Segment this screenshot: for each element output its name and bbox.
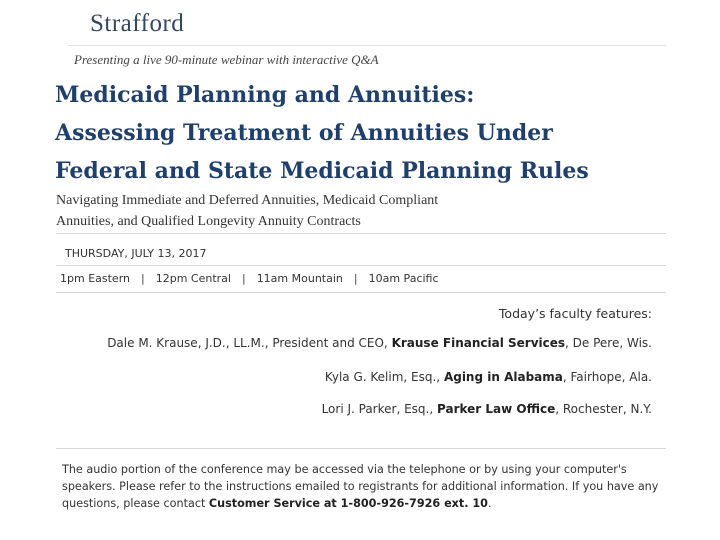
time-central: 12pm Central [155,272,231,285]
time-separator: | [141,272,145,285]
audio-text: The audio portion of the conference may be accessed via the telephone or by using your computer's speakers. Please refer to the instructions emailed to registrants for additional information. If you have any questions, please contact [62,463,659,510]
section-divider [56,265,666,266]
speaker-name: Lori J. Parker, Esq., [321,402,434,416]
time-eastern: 1pm Eastern [60,272,130,285]
speaker-name: Dale M. Krause, J.D., LL.M., President and CEO, [107,336,388,350]
subtitle-line: Navigating Immediate and Deferred Annuities, Medicaid Compliant [56,193,439,208]
speaker-firm: Krause Financial Services [391,336,566,350]
speaker-location: , De Pere, Wis. [565,336,652,350]
title-line: Medicaid Planning and Annuities: [55,82,475,108]
title-line: Assessing Treatment of Annuities Under [55,120,553,146]
customer-service-contact: Customer Service at 1-800-926-7926 ext. 10 [208,497,488,510]
speaker-krause [107,336,652,350]
webinar-title [55,76,695,190]
speaker-kelim [325,370,652,384]
audio-instructions [62,461,662,512]
strafford-logo: Strafford [90,10,185,37]
time-mountain: 11am Mountain [256,272,343,285]
event-date: THURSDAY, JULY 13, 2017 [65,247,207,260]
header-divider [68,45,666,46]
time-pacific: 10am Pacific [368,272,439,285]
title-line: Federal and State Medicaid Planning Rules [55,158,589,184]
section-divider [56,292,666,293]
event-times [60,272,439,285]
speaker-parker [322,402,652,416]
tagline: Presenting a live 90-minute webinar with interactive Q&A [74,52,379,67]
time-separator: | [353,272,358,285]
webinar-subtitle [56,190,676,232]
speaker-location: , Rochester, N.Y. [555,402,652,416]
faculty-heading: Today’s faculty features: [498,306,652,321]
speaker-location: , Fairhope, Ala. [562,370,652,384]
speaker-name: Kyla G. Kelim, Esq., [324,370,441,384]
speaker-firm: Parker Law Office [437,402,556,416]
section-divider [56,233,666,234]
time-separator: | [241,272,246,285]
audio-end: . [487,497,492,510]
speaker-firm: Aging in Alabama [443,370,563,384]
section-divider [56,448,666,449]
subtitle-line: Annuities, and Qualified Longevity Annuity Contracts [56,214,361,229]
